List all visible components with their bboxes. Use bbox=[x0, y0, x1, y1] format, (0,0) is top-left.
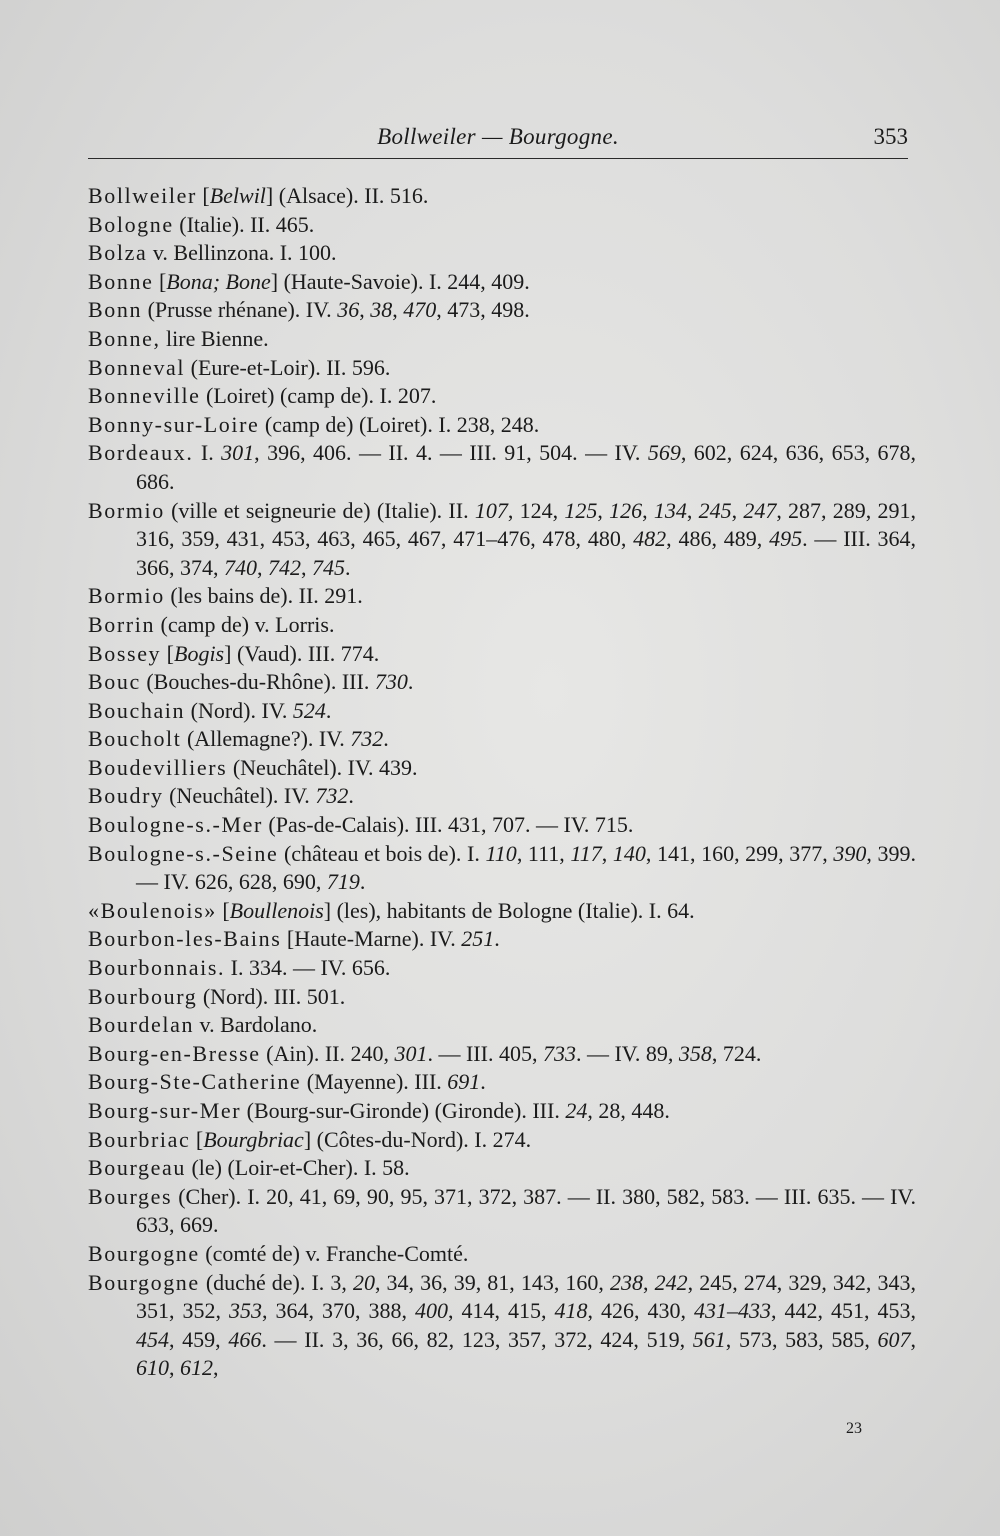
entry-text: (château et bois de). I. bbox=[278, 840, 486, 866]
italic-reference: 242 bbox=[654, 1269, 688, 1295]
index-entry bbox=[88, 1154, 916, 1183]
italic-reference: 719 bbox=[326, 869, 360, 895]
entry-text: . bbox=[480, 1069, 486, 1095]
entry-headword: Borrin bbox=[88, 611, 156, 637]
italic-reference: 607 bbox=[877, 1326, 911, 1352]
italic-reference: 561 bbox=[692, 1326, 726, 1352]
entry-text: . bbox=[407, 669, 414, 695]
entry-text: (le) (Loir-et-Cher). I. 58. bbox=[185, 1155, 410, 1181]
index-entry bbox=[88, 211, 916, 240]
italic-reference: 353 bbox=[229, 1298, 262, 1324]
italic-reference: 740 bbox=[224, 554, 257, 580]
index-entry bbox=[88, 983, 916, 1012]
index-entry bbox=[88, 182, 916, 211]
italic-reference: 470 bbox=[403, 297, 437, 323]
entry-headword: Bonneval bbox=[88, 354, 186, 380]
entry-headword: Bourdelan bbox=[88, 1012, 195, 1038]
entry-text: (Eure-et-Loir). II. 596. bbox=[185, 354, 391, 380]
entry-text: , 396, 406. — II. 4. — III. 91, 504. — IV. bbox=[254, 440, 648, 466]
italic-reference: 117 bbox=[570, 840, 602, 866]
italic-reference: Bourgbriac bbox=[203, 1126, 304, 1152]
index-entry bbox=[88, 239, 916, 268]
italic-reference: 612 bbox=[180, 1355, 213, 1381]
entry-headword: Bormio bbox=[88, 583, 165, 609]
entry-text: , bbox=[910, 1326, 917, 1352]
entry-text: (Neuchâtel). IV. 439. bbox=[227, 754, 418, 780]
entry-headword: Bourges bbox=[88, 1183, 173, 1209]
entry-text: , 473, 498. bbox=[436, 297, 530, 323]
entry-text: , 602, 624, 636, 653, 678, 686. bbox=[136, 440, 917, 494]
italic-reference: Belwil bbox=[209, 183, 266, 208]
index-entry bbox=[88, 840, 916, 897]
entry-headword: Boulogne-s.-Mer bbox=[88, 812, 263, 838]
entry-text: ] (Alsace). II. 516. bbox=[265, 183, 429, 208]
entry-text: I. bbox=[193, 440, 222, 466]
entry-text: , bbox=[301, 554, 312, 580]
index-entries bbox=[88, 182, 916, 1383]
entry-headword: Bourg-en-Bresse bbox=[88, 1040, 261, 1066]
entry-text: . bbox=[383, 726, 389, 752]
italic-reference: 301 bbox=[221, 440, 255, 466]
entry-headword: Bormio bbox=[88, 497, 165, 523]
index-entry bbox=[88, 1240, 916, 1269]
entry-text: . bbox=[359, 869, 366, 895]
entry-headword: Boudevilliers bbox=[88, 754, 228, 780]
italic-reference: 38 bbox=[370, 297, 393, 323]
entry-headword: Bourgogne bbox=[88, 1240, 200, 1266]
entry-text: [ bbox=[190, 1126, 204, 1152]
entry-text: , 442, 451, 453, bbox=[771, 1298, 916, 1324]
italic-reference: 24 bbox=[565, 1098, 588, 1123]
entry-text: (ville et seigneurie de) (Italie). II. bbox=[164, 497, 475, 523]
entry-text: (Loiret) (camp de). I. 207. bbox=[200, 383, 437, 409]
entry-text: [ bbox=[153, 268, 167, 294]
entry-text: v. Bellinzona. I. 100. bbox=[147, 240, 337, 266]
entry-text: . — III. 364, 366, 374, bbox=[136, 526, 917, 580]
entry-text: v. Bardolano. bbox=[194, 1012, 318, 1038]
entry-headword: «Boulenois» bbox=[88, 897, 217, 923]
entry-text: . bbox=[348, 783, 354, 809]
italic-reference: 742 bbox=[268, 554, 301, 580]
entry-text: , 414, 415, bbox=[448, 1298, 555, 1324]
entry-text: I. 334. — IV. 656. bbox=[225, 955, 391, 981]
index-entry bbox=[88, 954, 916, 983]
entry-text: , 573, 583, 585, bbox=[725, 1326, 878, 1352]
entry-headword: Bourbon-les-Bains bbox=[88, 926, 282, 952]
entry-text: (Italie). II. 465. bbox=[173, 211, 315, 237]
italic-reference: 140 bbox=[612, 840, 646, 866]
entry-text: , 287, 289, 291, 316, 359, 431, 453, 463, 465, 467, 471–476, 478, 480, bbox=[136, 497, 917, 552]
index-entry bbox=[88, 668, 916, 697]
index-entry bbox=[88, 382, 916, 411]
italic-reference: 732 bbox=[350, 726, 384, 752]
entry-text: [ bbox=[216, 897, 230, 923]
index-entry bbox=[88, 754, 916, 783]
entry-text: (comté de) v. Franche-Comté. bbox=[199, 1240, 469, 1266]
signature-mark: 23 bbox=[846, 1420, 862, 1437]
entry-text: ] (Vaud). III. 774. bbox=[224, 640, 380, 666]
entry-headword: Bourgeau bbox=[88, 1155, 186, 1181]
italic-reference: 126 bbox=[609, 497, 643, 523]
index-entry bbox=[88, 439, 916, 496]
index-entry bbox=[88, 1011, 916, 1040]
entry-text: (Nord). IV. bbox=[185, 697, 293, 723]
entry-headword: Boulogne-s.-Seine bbox=[88, 840, 279, 866]
italic-reference: 418 bbox=[554, 1298, 588, 1324]
italic-reference: 466 bbox=[228, 1326, 262, 1352]
entry-text: , bbox=[731, 497, 744, 523]
italic-reference: 730 bbox=[374, 669, 408, 695]
index-entry bbox=[88, 582, 916, 611]
italic-reference: Boullenois bbox=[229, 897, 324, 923]
entry-text: (camp de) (Loiret). I. 238, 248. bbox=[259, 411, 540, 437]
italic-reference: 524 bbox=[292, 697, 326, 723]
entry-text: lire Bienne. bbox=[160, 325, 269, 351]
index-entry bbox=[88, 354, 916, 383]
entry-text: [ bbox=[196, 183, 210, 208]
italic-reference: 107 bbox=[474, 497, 508, 523]
italic-reference: 400 bbox=[415, 1298, 448, 1324]
entry-headword: Bollweiler bbox=[88, 183, 197, 208]
entry-text: . bbox=[494, 926, 500, 952]
italic-reference: 245 bbox=[698, 497, 732, 523]
entry-text: , 28, 448. bbox=[587, 1098, 670, 1123]
italic-reference: 745 bbox=[312, 554, 345, 580]
italic-reference: 732 bbox=[315, 783, 349, 809]
entry-text: (Nord). III. 501. bbox=[197, 983, 346, 1009]
entry-text: , 486, 489, bbox=[666, 526, 770, 552]
entry-text: (Neuchâtel). IV. bbox=[163, 783, 316, 809]
entry-text: ] (Haute-Savoie). I. 244, 409. bbox=[270, 268, 530, 294]
entry-text: (les bains de). II. 291. bbox=[164, 583, 363, 609]
entry-headword: Bonne, bbox=[88, 325, 161, 351]
entry-text: (Ain). II. 240, bbox=[260, 1040, 395, 1066]
entry-text: (Pas-de-Calais). III. 431, 707. — IV. 715. bbox=[262, 812, 634, 838]
entry-headword: Bologne bbox=[88, 211, 174, 237]
italic-reference: 610 bbox=[136, 1355, 169, 1381]
entry-headword: Boudry bbox=[88, 783, 164, 809]
entry-headword: Bourbourg bbox=[88, 983, 198, 1009]
entry-headword: Bonneville bbox=[88, 383, 201, 409]
entry-text: , 459, bbox=[169, 1326, 229, 1352]
entry-headword: Bonn bbox=[88, 297, 143, 323]
entry-text: (Bouches-du-Rhône). III. bbox=[140, 669, 375, 695]
entry-headword: Bonny-sur-Loire bbox=[88, 411, 260, 437]
italic-reference: 454 bbox=[136, 1326, 169, 1352]
entry-text: [Haute-Marne). IV. bbox=[281, 926, 462, 952]
entry-text: , 111, bbox=[516, 840, 571, 866]
italic-reference: 238 bbox=[610, 1269, 644, 1295]
index-entry bbox=[88, 782, 916, 811]
italic-reference: Bogis bbox=[174, 640, 225, 666]
entry-text: (Bourg-sur-Gironde) (Gironde). III. bbox=[241, 1098, 566, 1123]
italic-reference: 358 bbox=[678, 1040, 712, 1066]
page-number: 353 bbox=[873, 124, 908, 149]
entry-headword: Bouchain bbox=[88, 697, 186, 723]
entry-text: (Mayenne). III. bbox=[301, 1069, 448, 1095]
entry-headword: Bolza bbox=[88, 240, 148, 266]
entry-text: (duché de). I. 3, bbox=[199, 1269, 353, 1295]
italic-reference: Bona; Bone bbox=[166, 268, 271, 294]
italic-reference: 251 bbox=[461, 926, 495, 952]
entry-text: (Allemagne?). IV. bbox=[181, 726, 351, 752]
entry-text: [ bbox=[161, 640, 174, 666]
entry-text: , bbox=[213, 1355, 219, 1381]
entry-text: , 124, bbox=[507, 497, 565, 523]
index-entry bbox=[88, 268, 916, 297]
entry-text: , bbox=[359, 297, 371, 323]
italic-reference: 301 bbox=[394, 1040, 428, 1066]
entry-text: (camp de) v. Lorris. bbox=[155, 611, 335, 637]
running-title: Bollweiler — Bourgogne. bbox=[377, 124, 619, 149]
index-entry bbox=[88, 1183, 916, 1240]
index-entry bbox=[88, 640, 916, 669]
italic-reference: 134 bbox=[653, 497, 687, 523]
italic-reference: 431–433 bbox=[694, 1298, 771, 1324]
index-entry bbox=[88, 497, 916, 583]
index-entry bbox=[88, 925, 916, 954]
index-entry bbox=[88, 296, 916, 325]
entry-headword: Bourgogne bbox=[88, 1269, 200, 1295]
index-entry bbox=[88, 1068, 916, 1097]
italic-reference: 482 bbox=[633, 526, 667, 552]
italic-reference: 691 bbox=[447, 1069, 481, 1095]
italic-reference: 125 bbox=[564, 497, 598, 523]
entry-headword: Bourg-Ste-Catherine bbox=[88, 1069, 302, 1095]
entry-headword: Bourg-sur-Mer bbox=[88, 1098, 242, 1123]
index-entry bbox=[88, 1269, 916, 1383]
italic-reference: 36 bbox=[337, 297, 360, 323]
index-entry bbox=[88, 411, 916, 440]
entry-text: . bbox=[325, 697, 332, 723]
italic-reference: 390 bbox=[833, 840, 867, 866]
italic-reference: 110 bbox=[485, 840, 517, 866]
entry-text: , 34, 36, 39, 81, 143, 160, bbox=[374, 1269, 611, 1295]
entry-text: (Prusse rhénane). IV. bbox=[142, 297, 338, 323]
entry-text: , 364, 370, 388, bbox=[262, 1298, 415, 1324]
italic-reference: 569 bbox=[647, 440, 681, 466]
entry-text: , bbox=[257, 554, 268, 580]
entry-text: . — IV. 89, bbox=[575, 1040, 679, 1066]
entry-headword: Bordeaux. bbox=[88, 440, 194, 466]
entry-headword: Bourbonnais. bbox=[88, 955, 226, 981]
italic-reference: 20 bbox=[352, 1269, 375, 1295]
entry-text: , bbox=[601, 840, 613, 866]
entry-headword: Boucholt bbox=[88, 726, 182, 752]
entry-text: , bbox=[686, 497, 699, 523]
entry-text: , bbox=[597, 497, 610, 523]
entry-text: . bbox=[345, 554, 351, 580]
italic-reference: 733 bbox=[542, 1040, 576, 1066]
index-entry bbox=[88, 897, 916, 926]
entry-headword: Bonne bbox=[88, 268, 154, 294]
index-entry bbox=[88, 1126, 916, 1155]
entry-text: , 245, 274, 329, 342, 343, 351, 352, bbox=[136, 1269, 917, 1324]
entry-text: , 724. bbox=[711, 1040, 762, 1066]
header-rule bbox=[88, 158, 908, 159]
index-entry bbox=[88, 811, 916, 840]
entry-text: , bbox=[642, 497, 654, 523]
index-entry bbox=[88, 1040, 916, 1069]
entry-text: ] (les), habitants de Bologne (Italie). I. 64. bbox=[323, 897, 695, 923]
entry-text: , bbox=[643, 1269, 655, 1295]
entry-text: , bbox=[392, 297, 404, 323]
entry-headword: Bourbriac bbox=[88, 1126, 191, 1152]
index-entry bbox=[88, 697, 916, 726]
index-entry bbox=[88, 325, 916, 354]
running-head bbox=[88, 124, 908, 158]
index-entry bbox=[88, 611, 916, 640]
italic-reference: 247 bbox=[743, 497, 777, 523]
italic-reference: 495 bbox=[769, 526, 803, 552]
entry-text: , 141, 160, 299, 377, bbox=[645, 840, 834, 866]
entry-text: , bbox=[169, 1355, 180, 1381]
index-entry bbox=[88, 725, 916, 754]
entry-text: . — II. 3, 36, 66, 82, 123, 357, 372, 424, 519, bbox=[261, 1326, 693, 1352]
entry-text: , 399. — IV. 626, 628, 690, bbox=[136, 840, 917, 895]
entry-text: , 426, 430, bbox=[587, 1298, 694, 1324]
entry-text: (Cher). I. 20, 41, 69, 90, 95, 371, 372, 387. — II. 380, 582, 583. — III. 635. — IV. 633, 669. bbox=[136, 1183, 916, 1238]
index-entry bbox=[88, 1097, 916, 1126]
entry-text: . — III. 405, bbox=[427, 1040, 543, 1066]
entry-headword: Bouc bbox=[88, 669, 141, 695]
entry-text: ] (Côtes-du-Nord). I. 274. bbox=[303, 1126, 532, 1152]
entry-headword: Bossey bbox=[88, 640, 162, 666]
